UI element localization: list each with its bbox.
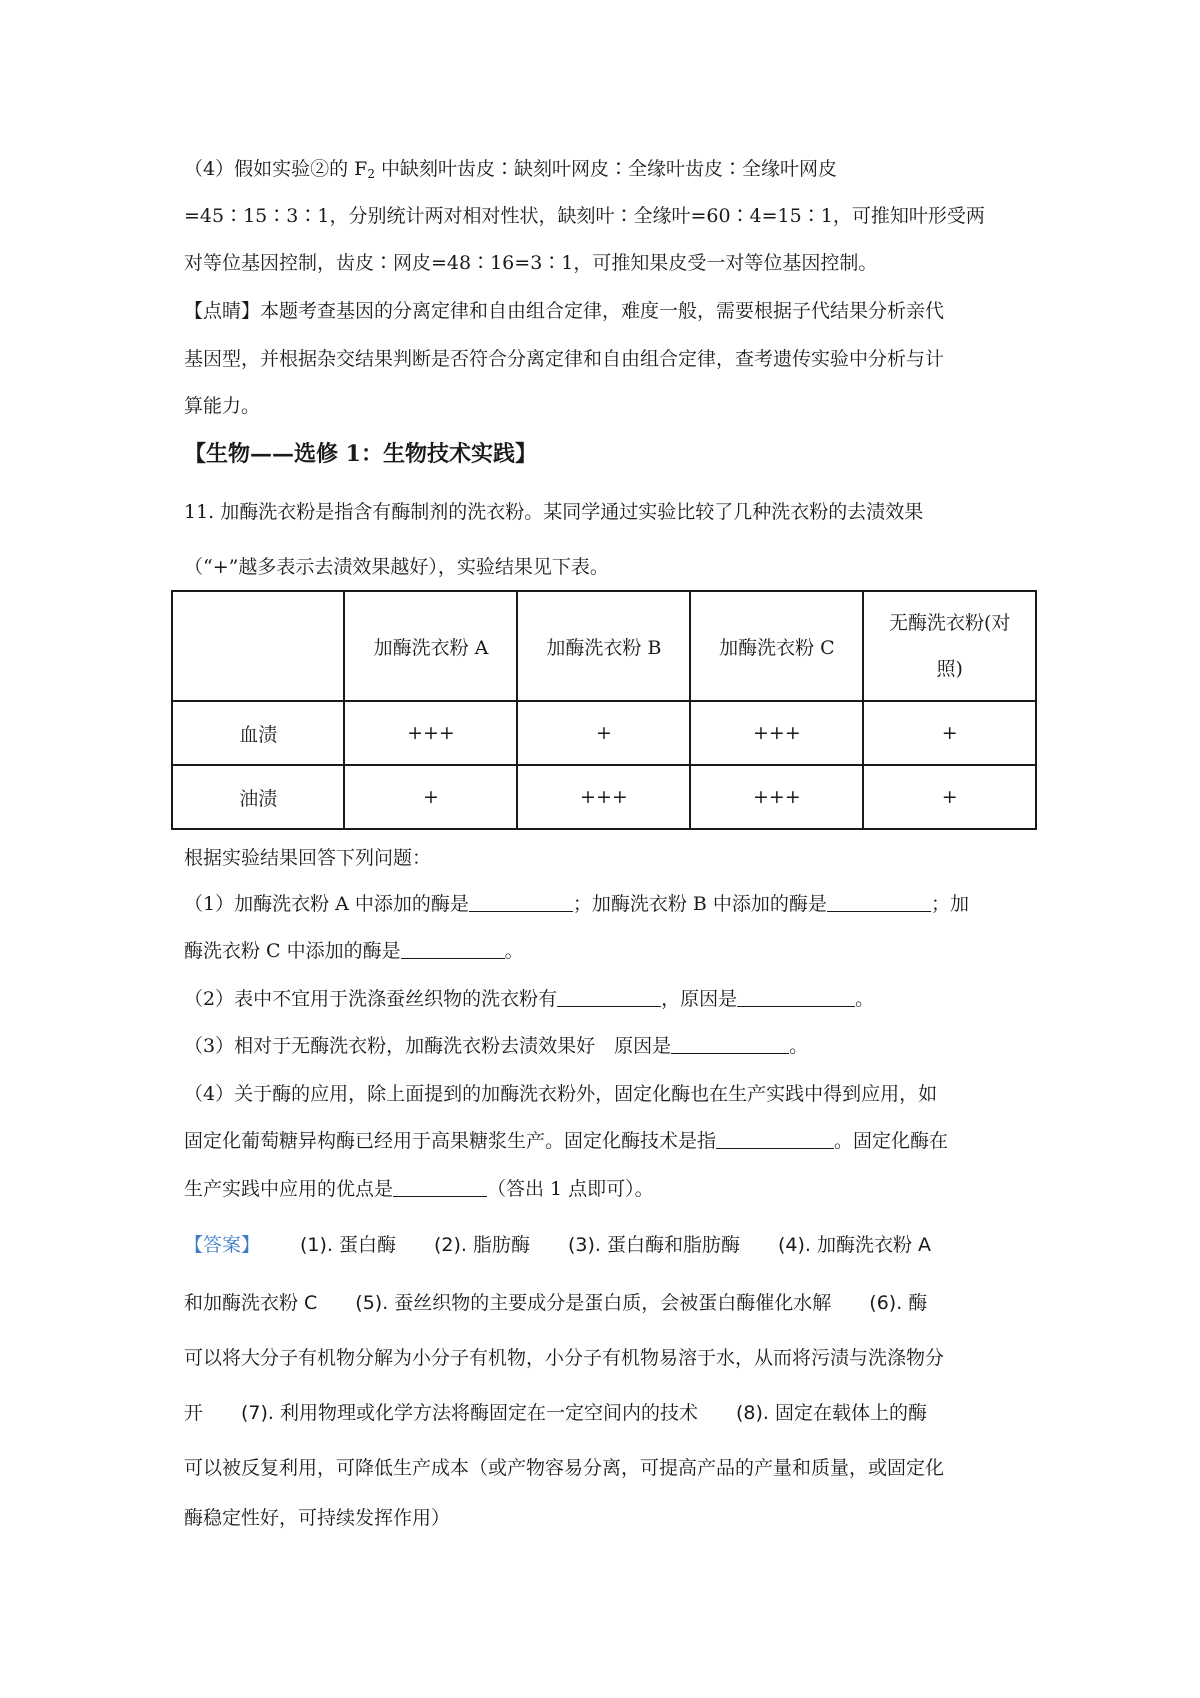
table-cell: + [344, 765, 517, 829]
answer-line1 [184, 1232, 931, 1258]
comment-line3: 算能力。 [184, 395, 261, 417]
table-header-c: 加酶洗衣粉 C [690, 591, 863, 701]
table-header-a: 加酶洗衣粉 A [344, 591, 517, 701]
subquestion-1-line2 [184, 938, 524, 964]
subquestion-1-text-d: 酶洗衣粉 C 中添加的酶是 [184, 940, 401, 962]
table-header-empty [172, 591, 344, 701]
subquestion-2-text-c: 。 [855, 988, 875, 1010]
answer-blank[interactable] [469, 891, 573, 912]
answer-blank[interactable] [401, 938, 505, 959]
answer-line4: 开 (7). 利用物理或化学方法将酶固定在一定空间内的技术 (8). 固定在载体上的酶 [184, 1402, 927, 1424]
analysis-p4-line3: 对等位基因控制，齿皮∶网皮=48∶16=3∶1，可推知果皮受一对等位基因控制。 [184, 252, 878, 274]
subquestion-1-text-e: 。 [504, 940, 524, 962]
answer-line5: 可以被反复利用，可降低生产成本（或产物容易分离，可提高产品的产量和质量，或固定化 [184, 1457, 945, 1479]
answer-line3: 可以将大分子有机物分解为小分子有机物，小分子有机物易溶于水，从而将污渍与洗涤物分 [184, 1347, 945, 1369]
table-cell: +++ [517, 765, 690, 829]
table-cell: 油渍 [172, 765, 344, 829]
subquestion-2-text-a: （2）表中不宜用于洗涤蚕丝织物的洗衣粉有 [184, 988, 558, 1010]
comment-line2: 基因型，并根据杂交结果判断是否符合分离定律和自由组合定律，查考遗传实验中分析与计 [184, 348, 945, 370]
table-header-control-line2: 照) [936, 658, 963, 680]
table-cell: +++ [690, 701, 863, 765]
analysis-p4-line1-b: 中缺刻叶齿皮∶缺刻叶网皮∶全缘叶齿皮∶全缘叶网皮 [374, 158, 837, 180]
analysis-p4-line1-a: （4）假如实验②的 F [184, 158, 368, 180]
answer-line2: 和加酶洗衣粉 C (5). 蚕丝织物的主要成分是蛋白质，会被蛋白酶催化水解 (6). 酶 [184, 1292, 928, 1314]
subquestion-1-text-c: ；加 [930, 893, 969, 915]
subquestion-2 [184, 986, 874, 1012]
answer-blank[interactable] [393, 1176, 487, 1197]
subquestion-4-text-a: 固定化葡萄糖异构酶已经用于高果糖浆生产。固定化酶技术是指 [184, 1130, 717, 1152]
analysis-p4-line2: =45∶15∶3∶1，分别统计两对相对性状，缺刻叶∶全缘叶=60∶4=15∶1，可推知叶形受两 [184, 205, 985, 227]
answer-blank[interactable] [716, 1128, 834, 1149]
question-prompt: 根据实验结果回答下列问题： [184, 847, 432, 869]
subquestion-4-line2 [184, 1128, 948, 1154]
table-header-control [863, 591, 1036, 701]
subquestion-3-text-b: 。 [789, 1035, 809, 1057]
table-header-b: 加酶洗衣粉 B [517, 591, 690, 701]
subquestion-3-text-a: （3）相对于无酶洗衣粉，加酶洗衣粉去渍效果好 原因是 [184, 1035, 672, 1057]
subquestion-4-line1: （4）关于酶的应用，除上面提到的加酶洗衣粉外，固定化酶也在生产实践中得到应用，如 [184, 1083, 938, 1105]
question-11-line2: （“+”越多表示去渍效果越好），实验结果见下表。 [184, 556, 609, 578]
subquestion-2-text-b: ，原因是 [661, 988, 738, 1010]
subquestion-4-text-c: 生产实践中应用的优点是 [184, 1178, 394, 1200]
subquestion-4-text-b: 。固定化酶在 [834, 1130, 949, 1152]
answer-tag: 【答案】 [184, 1234, 261, 1256]
answer-line6: 酶稳定性好，可持续发挥作用） [184, 1507, 451, 1529]
table-cell: + [517, 701, 690, 765]
subquestion-4-text-d: （答出 1 点即可）。 [487, 1178, 654, 1200]
subquestion-1-line1 [184, 891, 969, 917]
table-cell: +++ [344, 701, 517, 765]
answer-blank[interactable] [671, 1033, 789, 1054]
answer-line1-text: (1). 蛋白酶 (2). 脂肪酶 (3). 蛋白酶和脂肪酶 (4). 加酶洗衣粉 A [300, 1234, 932, 1256]
subquestion-1-text-b: ；加酶洗衣粉 B 中添加的酶是 [572, 893, 827, 915]
subquestion-1-text-a: （1）加酶洗衣粉 A 中添加的酶是 [184, 893, 469, 915]
table-cell: + [863, 701, 1036, 765]
table-header-control-line1: 无酶洗衣粉(对 [888, 612, 1011, 634]
table-cell: 血渍 [172, 701, 344, 765]
answer-blank[interactable] [557, 986, 661, 1007]
analysis-p4-subscript: 2 [367, 167, 375, 181]
table-header-row [172, 591, 1036, 701]
table-cell: +++ [690, 765, 863, 829]
section-heading: 【生物——选修 1：生物技术实践】 [184, 441, 537, 467]
results-table [171, 590, 1037, 830]
answer-blank[interactable] [827, 891, 931, 912]
question-11-line1: 11. 加酶洗衣粉是指含有酶制剂的洗衣粉。某同学通过实验比较了几种洗衣粉的去渍效果 [184, 501, 924, 523]
comment-line1: 【点睛】本题考查基因的分离定律和自由组合定律，难度一般，需要根据子代结果分析亲代 [184, 300, 945, 322]
answer-blank[interactable] [737, 986, 855, 1007]
table-row [172, 765, 1036, 829]
table-row [172, 701, 1036, 765]
subquestion-4-line3 [184, 1176, 654, 1202]
analysis-p4-line1 [184, 156, 837, 187]
table-cell: + [863, 765, 1036, 829]
subquestion-3 [184, 1033, 808, 1059]
